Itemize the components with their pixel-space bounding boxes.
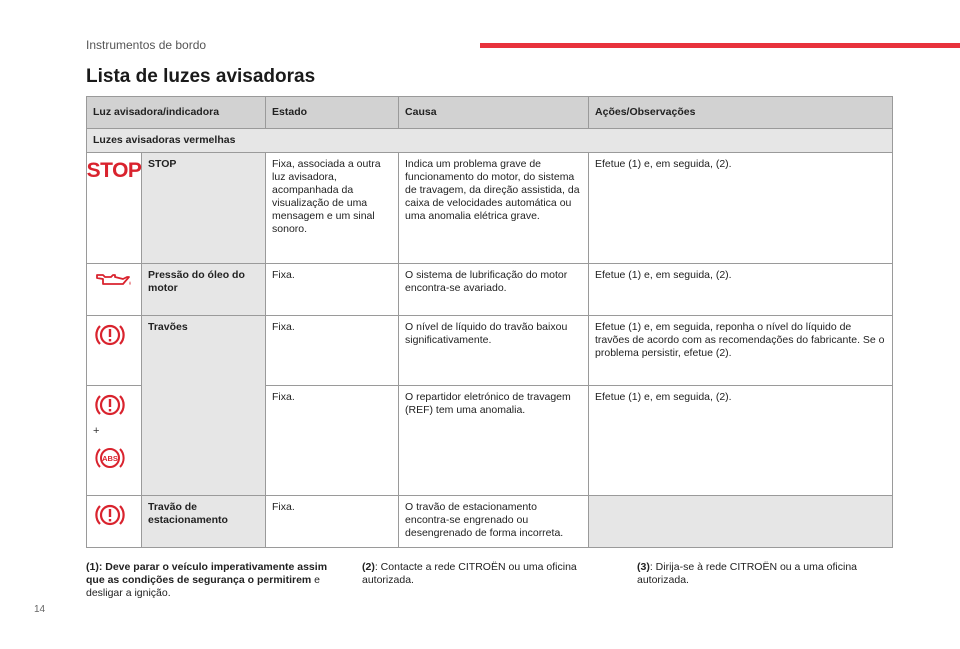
header-cause: Causa xyxy=(399,97,589,129)
light-cause: O sistema de lubrificação do motor encontra-se avariado. xyxy=(399,264,589,316)
light-action: Efetue (1) e, em seguida, (2). xyxy=(589,153,893,264)
parking-brake-icon xyxy=(93,501,127,529)
abs-icon xyxy=(93,444,127,472)
stop-icon xyxy=(86,158,142,182)
light-state: Fixa. xyxy=(266,386,399,496)
abs-icon-text: ABS xyxy=(102,454,118,463)
header-accent-bar xyxy=(480,43,960,48)
light-state: Fixa. xyxy=(266,316,399,386)
footnote-3 xyxy=(637,561,892,587)
header-warning-light: Luz avisadora/indicadora xyxy=(87,97,266,129)
footnote-3-text: : Dirija-se à rede CITROËN ou a uma oficina autorizada. xyxy=(637,561,858,586)
icon-cell xyxy=(87,153,142,264)
light-cause: O nível de líquido do travão baixou significativamente. xyxy=(399,316,589,386)
header-state: Estado xyxy=(266,97,399,129)
light-name: Travão de estacionamento xyxy=(142,496,266,548)
icon-cell xyxy=(87,496,142,548)
footnote-1 xyxy=(86,561,336,600)
light-cause: O repartidor eletrónico de travagem (REF) tem uma anomalia. xyxy=(399,386,589,496)
footnote-2 xyxy=(362,561,618,587)
plus-sign: + xyxy=(93,425,100,437)
light-name: STOP xyxy=(142,153,266,264)
footnote-2-text: : Contacte a rede CITROËN ou uma oficina autorizada. xyxy=(362,561,577,586)
light-state: Fixa, associada a outra luz avisadora, acompanhada da visualização de uma mensagem e um sinal sonoro. xyxy=(266,153,399,264)
light-state: Fixa. xyxy=(266,496,399,548)
light-state: Fixa. xyxy=(266,264,399,316)
warning-lights-table xyxy=(86,96,893,548)
page-number: 14 xyxy=(34,604,46,615)
light-action xyxy=(589,496,893,548)
light-cause: O travão de estacionamento encontra-se engrenado ou desengrenado de forma incorreta. xyxy=(399,496,589,548)
table-row xyxy=(87,153,893,264)
footnote-2-label: (2) xyxy=(362,561,375,573)
light-name: Pressão do óleo do motor xyxy=(142,264,266,316)
footnote-1-rest: e desligar a ignição. xyxy=(86,574,321,599)
oil-pressure-icon xyxy=(93,269,133,289)
page-title: Lista de luzes avisadoras xyxy=(86,66,316,87)
footnote-3-label: (3) xyxy=(637,561,650,573)
icon-cell xyxy=(87,316,142,386)
icon-cell xyxy=(87,264,142,316)
footnote-1-label: (1) xyxy=(86,561,99,573)
section-label: Instrumentos de bordo xyxy=(86,38,207,52)
table-row xyxy=(87,264,893,316)
brake-warning-icon xyxy=(93,321,127,349)
light-action: Efetue (1) e, em seguida, reponha o nível do líquido de travões de acordo com as recomendações do fabricante. Se o problema persistir, efetue (2). xyxy=(589,316,893,386)
light-name: Travões xyxy=(142,316,266,496)
light-action: Efetue (1) e, em seguida, (2). xyxy=(589,386,893,496)
light-cause: Indica um problema grave de funcionamento do motor, do sistema de travagem, da direção assistida, da caixa de velocidades automática ou uma anomalia elétrica grave. xyxy=(399,153,589,264)
header-actions: Ações/Observações xyxy=(589,97,893,129)
stop-icon-text: STOP xyxy=(86,159,142,182)
table-row xyxy=(87,496,893,548)
icon-cell xyxy=(87,386,142,496)
table-row xyxy=(87,316,893,386)
light-action: Efetue (1) e, em seguida, (2). xyxy=(589,264,893,316)
section-heading: Luzes avisadoras vermelhas xyxy=(87,129,893,153)
section-row xyxy=(87,129,893,153)
footnote-1-bold: : Deve parar o veículo imperativamente assim que as condições de segurança o permitirem xyxy=(86,561,328,586)
brake-warning-icon xyxy=(93,391,127,419)
table-header-row xyxy=(87,97,893,129)
